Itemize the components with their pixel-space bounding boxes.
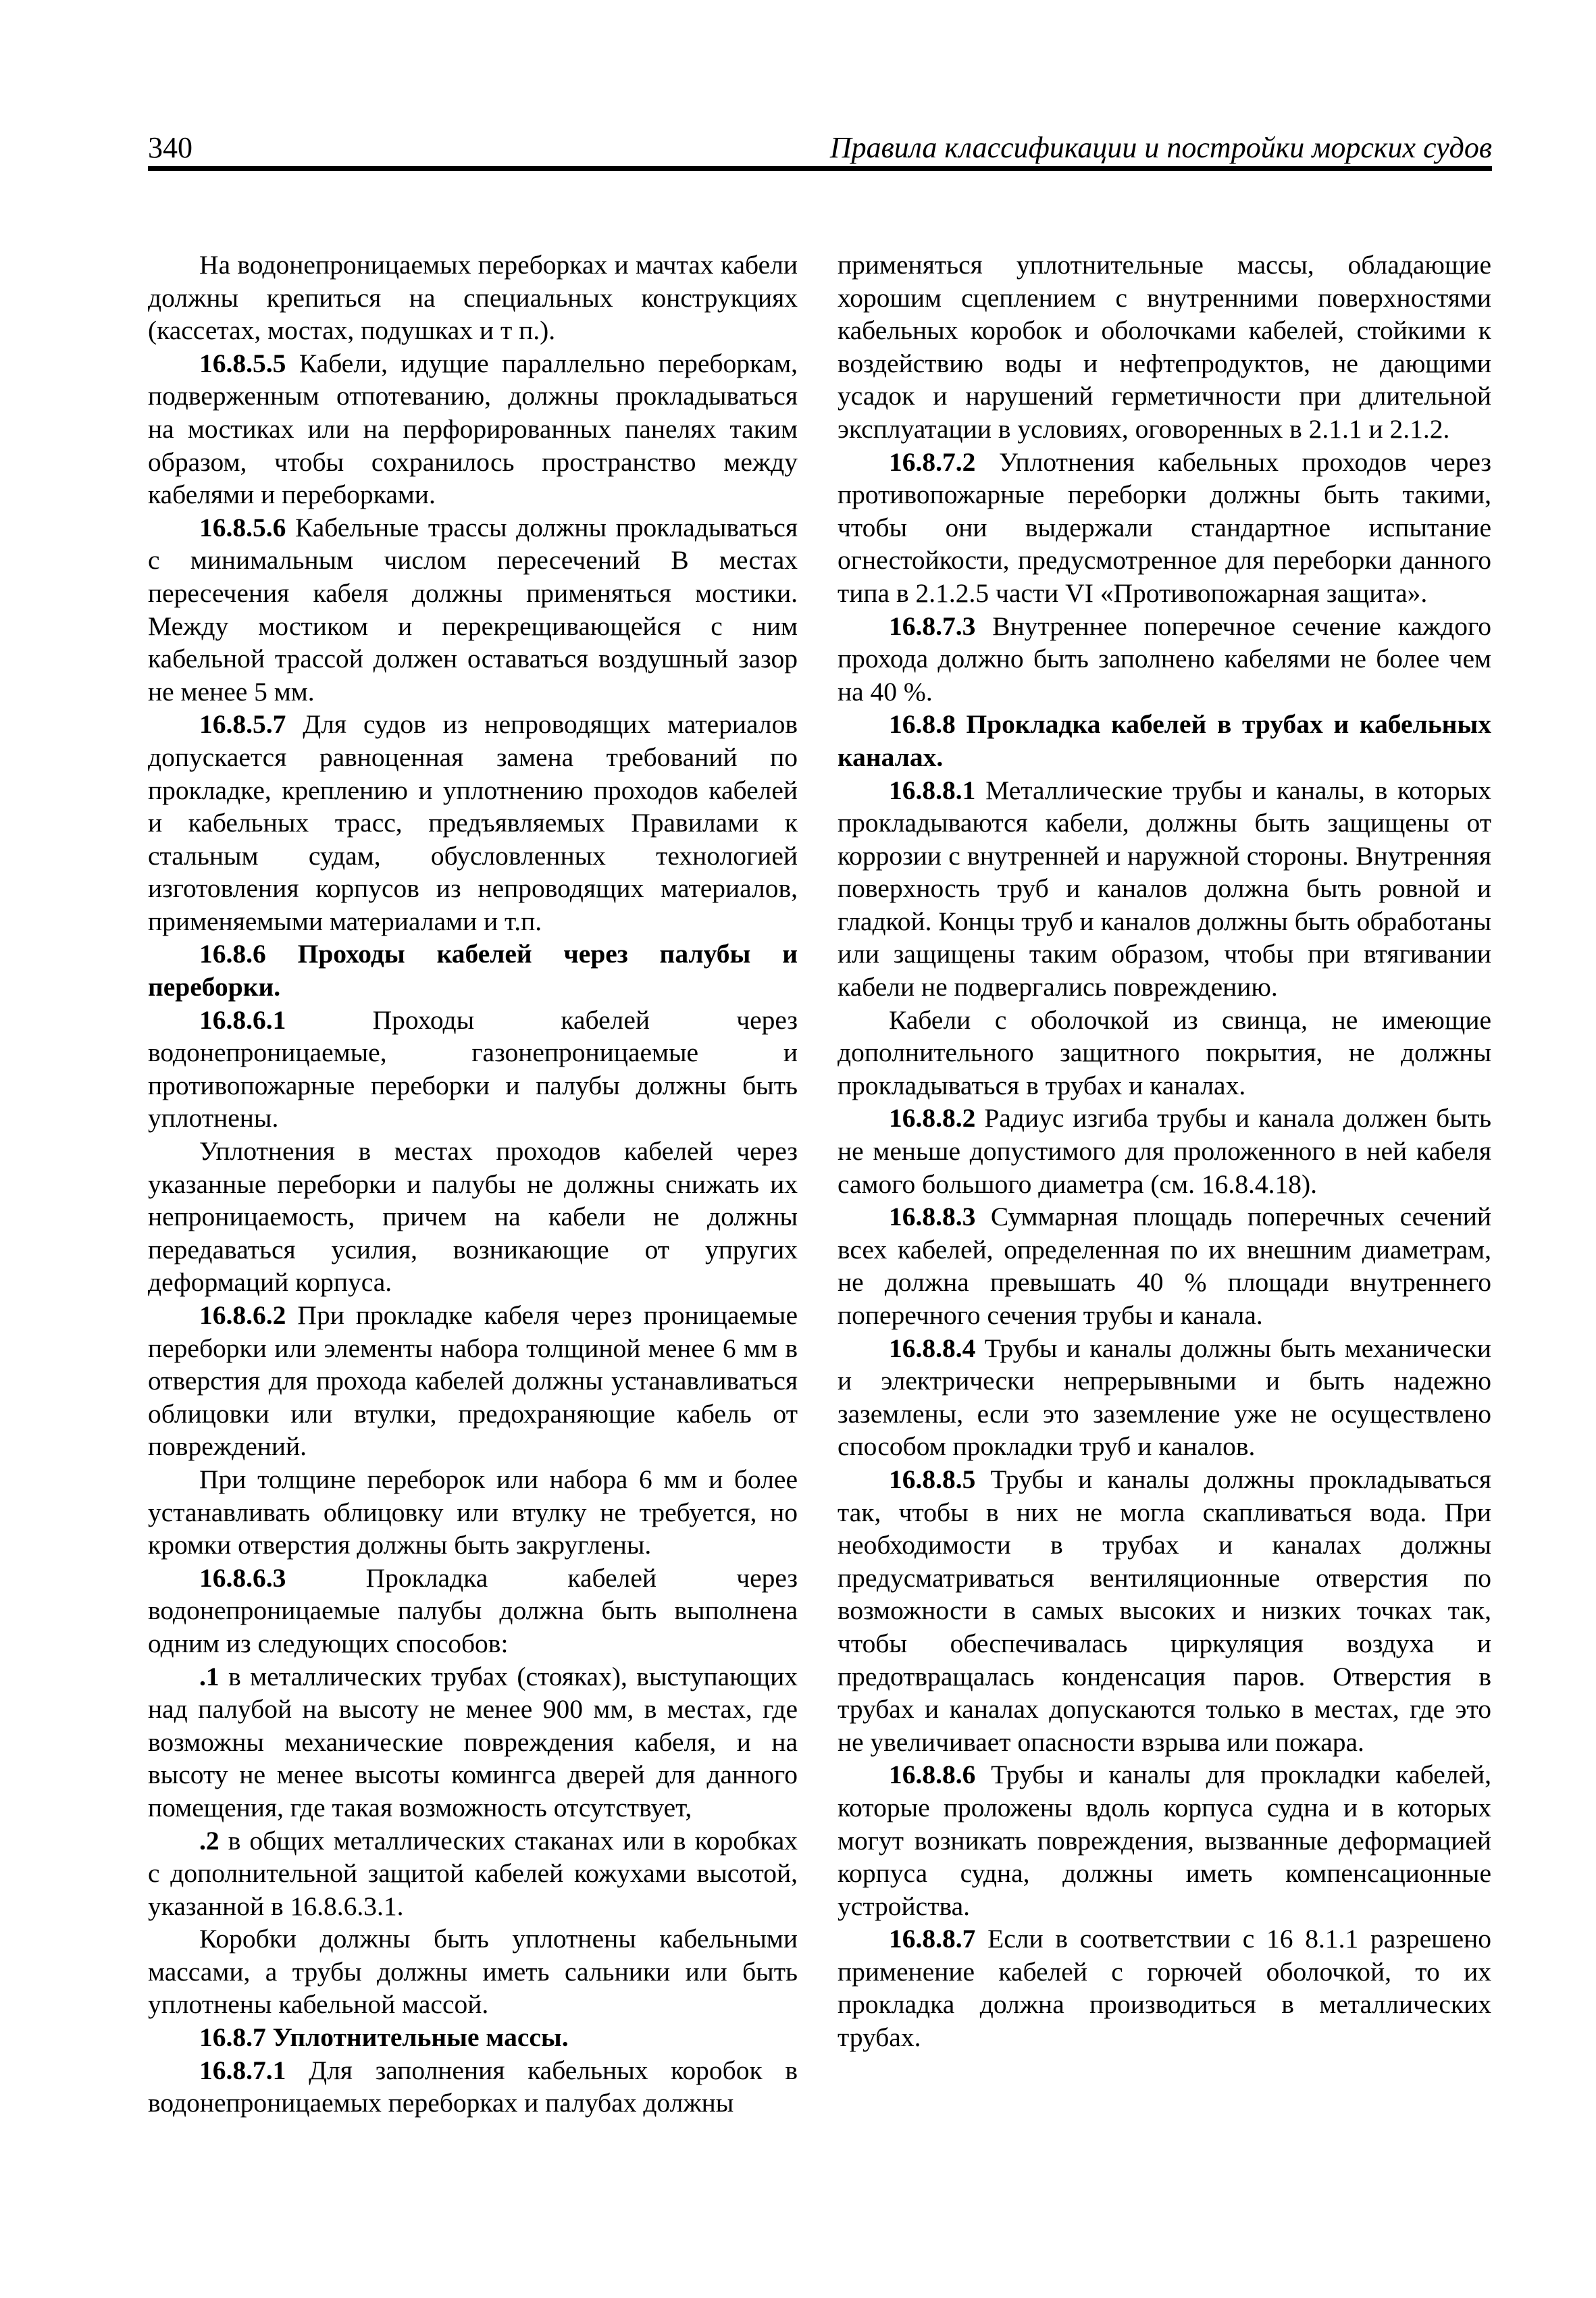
paragraph xyxy=(838,1922,1491,2053)
paragraph xyxy=(148,2054,798,2120)
paragraph-text: Кабели, идущие параллельно переборкам, подверженным отпотеванию, должны прокладываться на мостиках или на перфорированных панелях таким образом, чтобы сохранилось пространство между кабелями и переборками. xyxy=(148,348,798,510)
paragraph-text: применяться уплотнительные массы, обладающие хорошим сцеплением с внутренними поверхностями кабельных коробок и оболочками кабелей, стойкими к воздействию воды и нефтепродуктов, не дающими усадок и нарушений герметичности при длительной эксплуатации в условиях, оговоренных в 2.1.1 и 2.1.2. xyxy=(838,250,1491,444)
paragraph xyxy=(148,347,798,511)
paragraph-text: Внутреннее поперечное сечение каждого прохода должно быть заполнено кабелями не более чем на 40 %. xyxy=(838,611,1491,707)
paragraph-text: Суммарная площадь поперечных сечений всех кабелей, определенная по их внешним диаметрам, не должна превышать 40 % площади внутреннего поперечного сечения трубы и канала. xyxy=(838,1202,1491,1330)
paragraph-text: Проходы кабелей через водонепроницаемые, газонепроницаемые и противопожарные переборки и палубы должны быть уплотнены. xyxy=(148,1004,798,1133)
clause-number: 16.8.5.7 xyxy=(199,709,286,740)
clause-number: 16.8.6.3 xyxy=(199,1562,286,1593)
clause-number: 16.8.8.2 xyxy=(889,1103,976,1133)
clause-number: .1 xyxy=(199,1661,220,1691)
clause-number: 16.8.5.5 xyxy=(199,348,286,378)
paragraph-text: в металлических трубах (стояках), выступающих над палубой на высоту не менее 900 мм, в местах, где возможны механические повреждения кабеля, и на высоту не менее высоты комингса дверей для данного помещения, где такая возможность отсутствует, xyxy=(148,1661,798,1822)
section-heading xyxy=(148,2021,798,2054)
running-header xyxy=(148,128,1492,171)
right-column xyxy=(838,249,1491,2054)
paragraph-text: Металлические трубы и каналы, в которых прокладываются кабели, должны быть защищены от коррозии с внутренней и наружной стороны. Внутренняя поверхность труб и каналов должна быть ровной и гладкой. Концы труб и каналов должны быть обработаны или защищены таким образом, чтобы при втягивании кабели не подвергались повреждению. xyxy=(838,775,1491,1002)
running-title: Правила классификации и постройки морских судов xyxy=(829,131,1492,164)
clause-number: 16.8.8.4 xyxy=(889,1333,976,1363)
paragraph xyxy=(148,1463,798,1562)
clause-number: 16.8.7.2 xyxy=(889,446,976,477)
paragraph xyxy=(838,1102,1491,1200)
paragraph-text: При прокладке кабеля через проницаемые переборки или элементы набора толщиной менее 6 мм в отверстия для прохода кабелей должны устанавливаться облицовки или втулки, предохраняющие кабель от повреждений. xyxy=(148,1300,798,1462)
left-column xyxy=(148,249,798,2120)
paragraph-text: При толщине переборок или набора 6 мм и более устанавливать облицовку или втулку не требуется, но кромки отверстия должны быть закруглены. xyxy=(148,1464,798,1560)
paragraph-text: Трубы и каналы для прокладки кабелей, которые проложены вдоль корпуса судна и в которых могут возникать повреждения, вызванные деформацией корпуса судна, должны иметь компенсационные устройства. xyxy=(838,1760,1491,1921)
paragraph-text: Кабели с оболочкой из свинца, не имеющие дополнительного защитного покрытия, не должны прокладываться в трубах и каналах. xyxy=(838,1004,1491,1100)
paragraph xyxy=(838,774,1491,1004)
clause-number: 16.8.8.6 xyxy=(889,1760,976,1790)
clause-number: 16.8.7 xyxy=(199,2022,266,2053)
clause-number: 16.8.8.3 xyxy=(889,1202,976,1232)
clause-number: .2 xyxy=(199,1825,220,1856)
paragraph-text: Кабельные трассы должны прокладываться с минимальным числом пересечений В местах пересечения кабеля должны применяться мостики. Между мостиком и перекрещивающейся с ним кабельной трассой должен оставаться воздушный зазор не менее 5 мм. xyxy=(148,512,798,707)
paragraph xyxy=(148,1299,798,1463)
clause-number: 16.8.6.2 xyxy=(199,1300,286,1330)
paragraph xyxy=(838,446,1491,610)
paragraph xyxy=(838,1332,1491,1463)
paragraph-text: На водонепроницаемых переборках и мачтах кабели должны крепиться на специальных конструкциях (кассетах, мостах, подушках и т п.). xyxy=(148,250,798,346)
paragraph-text: Если в соответствии с 16 8.1.1 разрешено применение кабелей с горючей оболочкой, то их прокладка должна производиться в металлических трубах. xyxy=(838,1924,1491,2053)
paragraph-text: Уплотнения в местах проходов кабелей через указанные переборки и палубы не должны снижать их непроницаемость, причем на кабели не должны передаваться усилия, возникающие от упругих деформаций корпуса. xyxy=(148,1136,798,1298)
paragraph xyxy=(838,249,1491,446)
clause-number: 16.8.7.3 xyxy=(889,611,976,641)
clause-number: 16.8.8.5 xyxy=(889,1464,976,1494)
paragraph-text: Уплотнительные массы. xyxy=(265,2022,569,2053)
paragraph-text: Прокладка кабелей в трубах и кабельных каналах. xyxy=(838,709,1491,772)
section-heading xyxy=(838,708,1491,773)
clause-number: 16.8.6 xyxy=(199,939,266,969)
page-number: 340 xyxy=(148,131,192,164)
paragraph-text: Радиус изгиба трубы и канала должен быть не меньше допустимого для проложенного в ней кабеля самого большого диаметра (см. 16.8.4.18). xyxy=(838,1103,1491,1199)
paragraph-text: Для заполнения кабельных коробок в водонепроницаемых переборках и палубах должны xyxy=(148,2055,798,2118)
paragraph xyxy=(838,1004,1491,1102)
paragraph xyxy=(148,1562,798,1660)
paragraph-text: Проходы кабелей через палубы и переборки. xyxy=(148,939,798,1002)
paragraph xyxy=(148,249,798,347)
paragraph-text: Прокладка кабелей через водонепроницаемые палубы должна быть выполнена одним из следующих способов: xyxy=(148,1562,798,1658)
clause-number: 16.8.5.6 xyxy=(199,512,286,542)
paragraph-text: Трубы и каналы должны прокладываться так, чтобы в них не могла скапливаться вода. При необходимости в трубах и каналах должны предусматриваться вентиляционные отверстия по возможности в самых высоких и низких точках так, чтобы обеспечивалась циркуляция воздуха и предотвращалась конденсация паров. Отверстия в трубах и каналах допускаются только в местах, где это не увеличивает опасности взрыва или пожара. xyxy=(838,1464,1491,1757)
paragraph xyxy=(148,708,798,938)
paragraph xyxy=(148,1660,798,1824)
paragraph xyxy=(148,1922,798,2021)
paragraph-text: в общих металлических стаканах или в коробках с дополнительной защитой кабелей кожухами высотой, указанной в 16.8.6.3.1. xyxy=(148,1825,798,1921)
paragraph xyxy=(148,1135,798,1299)
paragraph-text: Уплотнения кабельных проходов через противопожарные переборки должны быть такими, чтобы они выдержали стандартное испытание огнестойкости, предусмотренное для переборки данного типа в 2.1.2.5 части VI «Противопожарная защита». xyxy=(838,446,1491,608)
clause-number: 16.8.8.1 xyxy=(889,775,976,805)
section-heading xyxy=(148,938,798,1003)
clause-number: 16.8.6.1 xyxy=(199,1004,286,1035)
paragraph xyxy=(148,511,798,709)
paragraph xyxy=(838,1463,1491,1758)
paragraph xyxy=(148,1004,798,1135)
paragraph xyxy=(838,610,1491,709)
paragraph-text: Коробки должны быть уплотнены кабельными массами, а трубы должны иметь сальники или быть уплотнены кабельной массой. xyxy=(148,1924,798,2020)
paragraph xyxy=(838,1200,1491,1331)
paragraph xyxy=(148,1824,798,1923)
paragraph-text: Трубы и каналы должны быть механически и электрически непрерывными и быть надежно заземлены, если это заземление уже не осуществлено способом прокладки труб и каналов. xyxy=(838,1333,1491,1462)
clause-number: 16.8.7.1 xyxy=(199,2055,286,2085)
clause-number: 16.8.8.7 xyxy=(889,1924,976,1954)
clause-number: 16.8.8 xyxy=(889,709,956,740)
paragraph xyxy=(838,1758,1491,1922)
paragraph-text: Для судов из непроводящих материалов допускается равноценная замена требований по прокладке, креплению и уплотнению проходов кабелей и кабельных трасс, предъявляемых Правилами к стальным судам, обусловленных технологией изготовления корпусов из непроводящих материалов, применяемыми материалами и т.п. xyxy=(148,709,798,936)
